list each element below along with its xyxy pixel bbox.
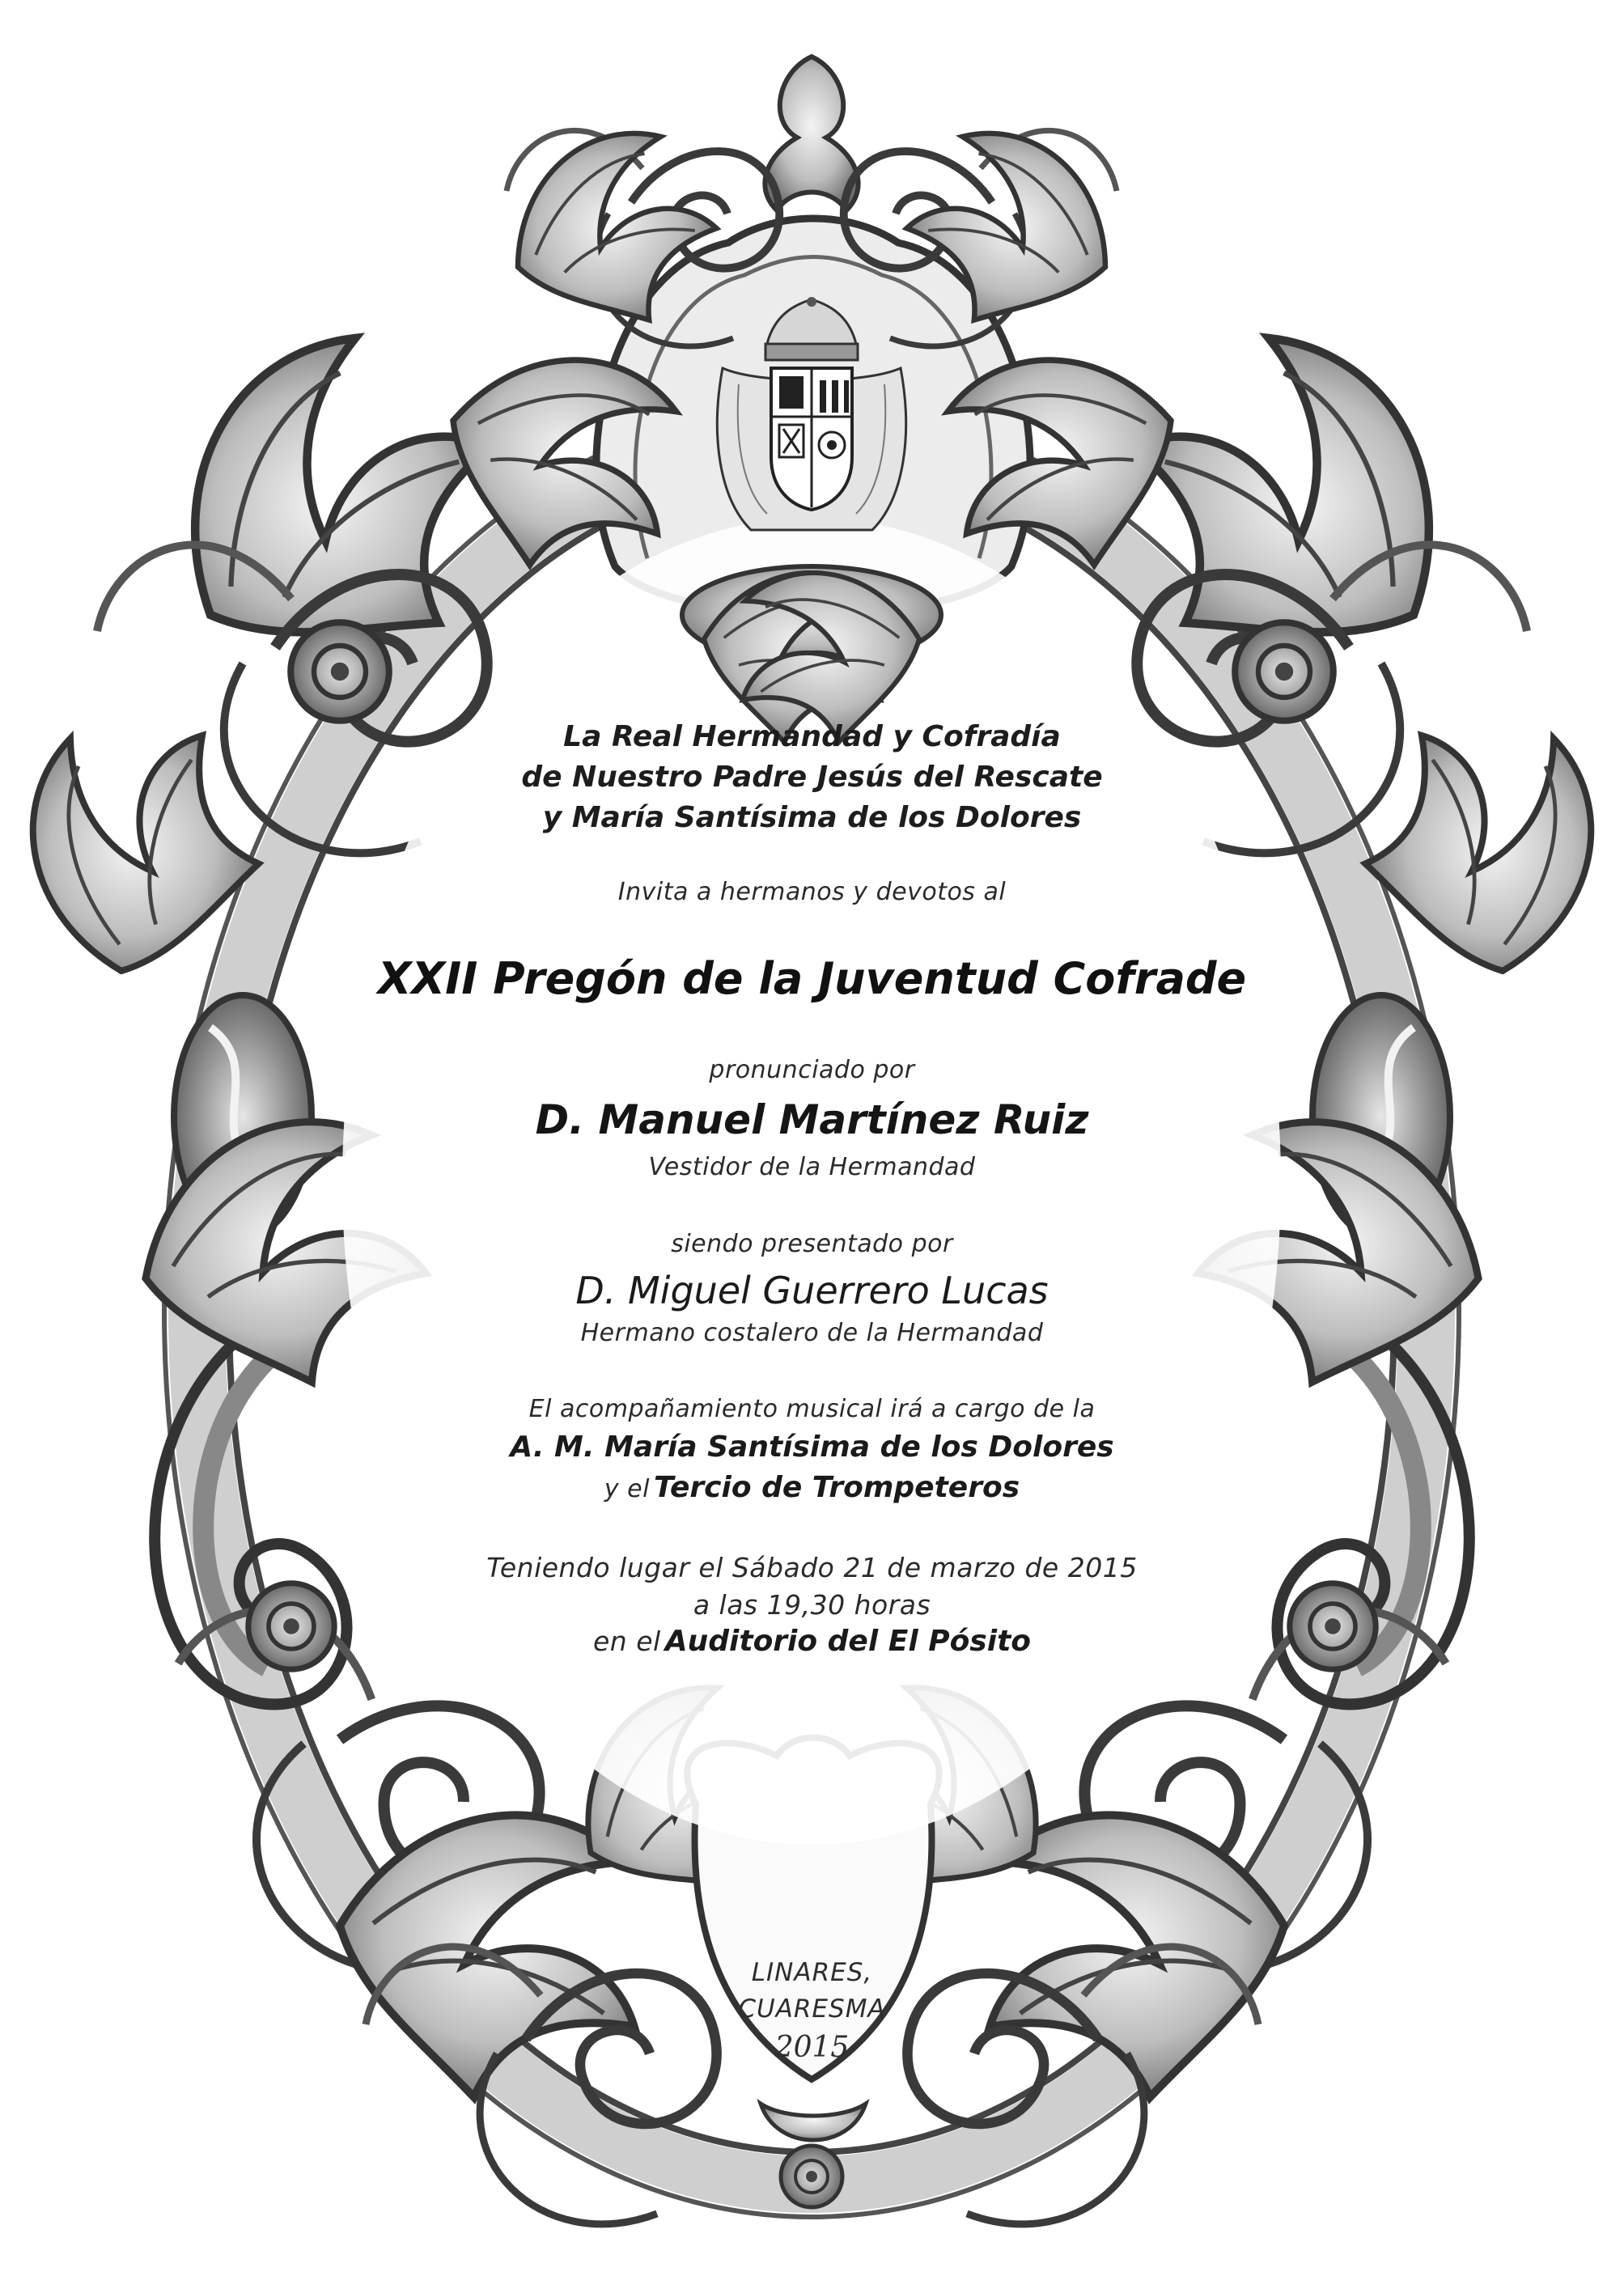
music-band-2: Tercio de Trompeteros [654, 1471, 1020, 1504]
footer-season: CUARESMA [738, 1994, 886, 2024]
speaker-name: D. Manuel Martínez Ruiz [535, 1096, 1089, 1143]
music-intro: El acompañamiento musical irá a cargo de la [528, 1395, 1096, 1423]
venue-name: Auditorio del El Pósito [664, 1625, 1032, 1658]
coat-of-arms-icon [702, 295, 921, 538]
speaker-role: Vestidor de la Hermandad [648, 1153, 976, 1181]
presenter-name: D. Miguel Guerrero Lucas [575, 1269, 1049, 1312]
music-band-2-line [0, 1471, 1624, 1504]
brotherhood-name-line-3: y María Santísima de los Dolores [542, 801, 1082, 834]
presenter-role: Hermano costalero de la Hermandad [580, 1319, 1044, 1347]
footer-city: LINARES, [751, 1958, 873, 1987]
music-band-1: A. M. María Santísima de los Dolores [510, 1430, 1114, 1464]
event-title: XXII Pregón de la Juventud Cofrade [377, 953, 1247, 1004]
event-venue-line [0, 1625, 1624, 1658]
footer-year: 2015 [774, 2031, 850, 2064]
presenter-intro: siendo presentado por [671, 1230, 953, 1258]
event-time: a las 19,30 horas [693, 1589, 931, 1621]
brotherhood-name-line-1: La Real Hermandad y Cofradía [563, 720, 1061, 753]
invitation-line: Invita a hermanos y devotos al [617, 878, 1007, 906]
music-connector: y el [604, 1475, 650, 1503]
venue-prefix: en el [592, 1625, 661, 1657]
brotherhood-name-line-2: de Nuestro Padre Jesús del Rescate [521, 761, 1103, 794]
speaker-intro: pronunciado por [709, 1056, 915, 1084]
event-date: Teniendo lugar el Sábado 21 de marzo de 2015 [486, 1552, 1138, 1583]
